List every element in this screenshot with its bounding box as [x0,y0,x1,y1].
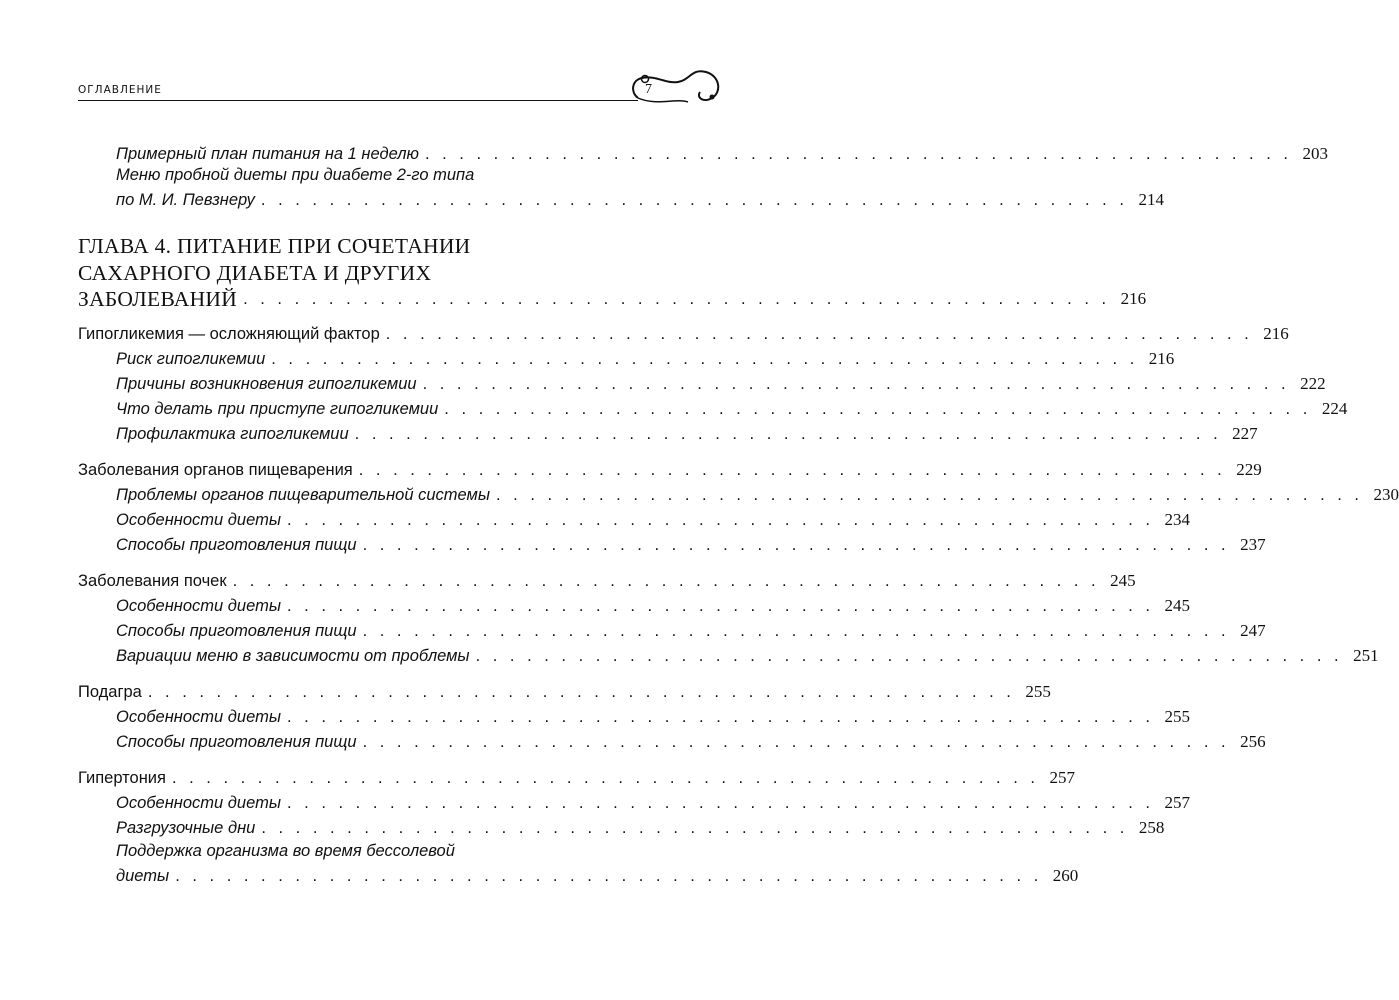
toc-entry: диеты . . . . . . . . . . . . . . . . . . . . . . . . . . . . . . . . . . . . . . . . . . . . . . . . . . . 260 [116,866,1079,885]
toc-entry: Особенности диеты . . . . . . . . . . . . . . . . . . . . . . . . . . . . . . . . . . . . . . . . . . . . . . . . . . . 257 [116,793,1190,812]
chapter-entry: ЗАБОЛЕВАНИЙ . . . . . . . . . . . . . . . . . . . . . . . . . . . . . . . . . . . . . . . . . . . . . . . . . . . 216 [78,287,1147,311]
toc-entry: Особенности диеты . . . . . . . . . . . . . . . . . . . . . . . . . . . . . . . . . . . . . . . . . . . . . . . . . . . 255 [116,707,1190,726]
toc-entry: Способы приготовления пищи . . . . . . . . . . . . . . . . . . . . . . . . . . . . . . . . . . . . . . . . . . . . . . . . . . . 256 [116,732,1266,751]
toc-section: Подагра . . . . . . . . . . . . . . . . . . . . . . . . . . . . . . . . . . . . . . . . . . . . . . . . . . . 255 [78,682,1051,701]
toc-entry: Причины возникновения гипогликемии . . . . . . . . . . . . . . . . . . . . . . . . . . . . . . . . . . . . . . . . . . . . . . . . . . . 222 [116,374,1326,393]
chapter-title-line2: САХАРНОГО ДИАБЕТА И ДРУГИХ [78,261,432,285]
toc-section: Заболевания почек . . . . . . . . . . . . . . . . . . . . . . . . . . . . . . . . . . . . . . . . . . . . . . . . . . . 245 [78,571,1136,590]
toc-entry: Вариации меню в зависимости от проблемы . . . . . . . . . . . . . . . . . . . . . . . . . . . . . . . . . . . . . . . . . . . . . . . . . . . 251 [116,646,1379,665]
toc-entry: Примерный план питания на 1 неделю . . . . . . . . . . . . . . . . . . . . . . . . . . . . . . . . . . . . . . . . . . . . . . . . . . . 203 [116,144,1328,163]
toc-section: Гипертония . . . . . . . . . . . . . . . . . . . . . . . . . . . . . . . . . . . . . . . . . . . . . . . . . . . 257 [78,768,1075,787]
toc-entry: Разгрузочные дни . . . . . . . . . . . . . . . . . . . . . . . . . . . . . . . . . . . . . . . . . . . . . . . . . . . 258 [116,818,1165,837]
toc-entry-line1: Поддержка организма во время бессолевой [116,842,455,860]
header-rule [78,100,638,101]
chapter-title-line1: ГЛАВА 4. ПИТАНИЕ ПРИ СОЧЕТАНИИ [78,234,471,258]
toc-section: Заболевания органов пищеварения . . . . . . . . . . . . . . . . . . . . . . . . . . . . . . . . . . . . . . . . . . . . . . . . . . . 229 [78,460,1262,479]
toc-entry: Особенности диеты . . . . . . . . . . . . . . . . . . . . . . . . . . . . . . . . . . . . . . . . . . . . . . . . . . . 234 [116,510,1190,529]
toc-entry: по М. И. Певзнеру . . . . . . . . . . . . . . . . . . . . . . . . . . . . . . . . . . . . . . . . . . . . . . . . . . . 214 [116,190,1164,209]
toc-entry: Особенности диеты . . . . . . . . . . . . . . . . . . . . . . . . . . . . . . . . . . . . . . . . . . . . . . . . . . . 245 [116,596,1190,615]
toc-entry: Проблемы органов пищеварительной системы . . . . . . . . . . . . . . . . . . . . . . . . . . . . . . . . . . . . . . . . . . . . . . . . . . . 230 [116,485,1399,504]
toc-entry: Что делать при приступе гипогликемии . . . . . . . . . . . . . . . . . . . . . . . . . . . . . . . . . . . . . . . . . . . . . . . . . . . 224 [116,399,1348,418]
toc-entry: Способы приготовления пищи . . . . . . . . . . . . . . . . . . . . . . . . . . . . . . . . . . . . . . . . . . . . . . . . . . . 237 [116,535,1266,554]
page-number: 7 [645,82,652,97]
running-header-title: ОГЛАВЛЕНИЕ [78,84,162,96]
toc-entry-line1: Меню пробной диеты при диабете 2-го типа [116,166,475,184]
stethoscope-icon [626,62,726,112]
toc-entry: Риск гипогликемии . . . . . . . . . . . . . . . . . . . . . . . . . . . . . . . . . . . . . . . . . . . . . . . . . . . 216 [116,349,1175,368]
toc-entry: Способы приготовления пищи . . . . . . . . . . . . . . . . . . . . . . . . . . . . . . . . . . . . . . . . . . . . . . . . . . . 247 [116,621,1266,640]
toc-entry: Профилактика гипогликемии . . . . . . . . . . . . . . . . . . . . . . . . . . . . . . . . . . . . . . . . . . . . . . . . . . . 227 [116,424,1258,443]
toc-section: Гипогликемия — осложняющий фактор . . . . . . . . . . . . . . . . . . . . . . . . . . . . . . . . . . . . . . . . . . . . . . . . . . . 216 [78,324,1289,343]
